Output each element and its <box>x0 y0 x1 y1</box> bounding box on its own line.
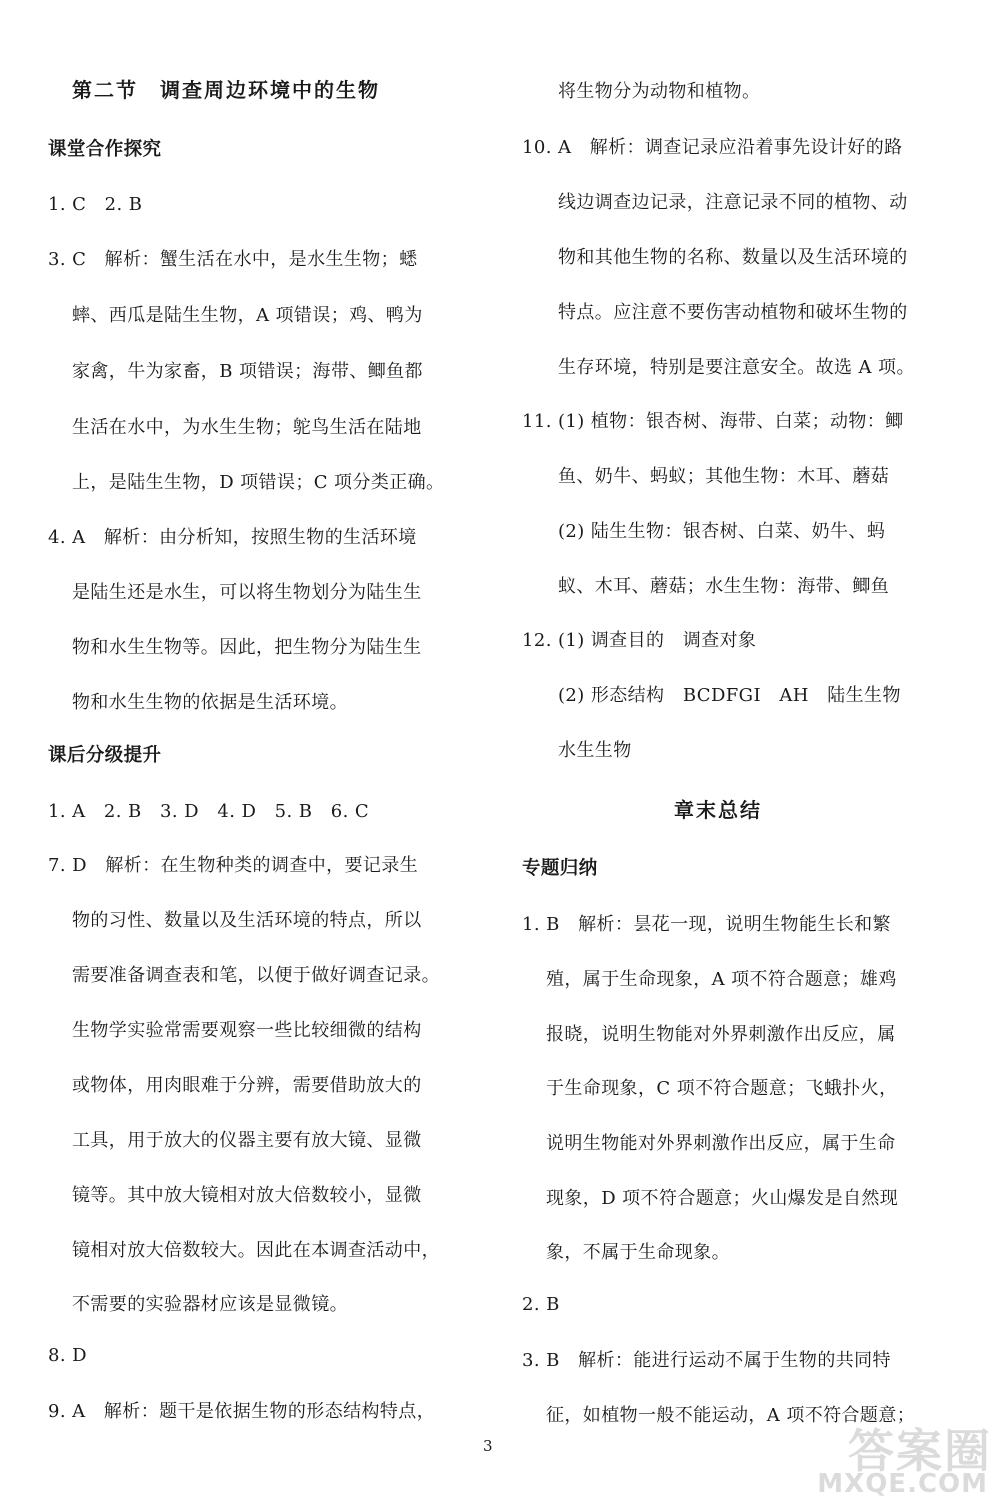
answer-line: 家禽，牛为家畜，B 项错误；海带、鲫鱼都 <box>72 361 423 382</box>
answer-line: 说明生物能对外界刺激作出反应，属于生命 <box>546 1133 896 1154</box>
answer-line: 报晓，说明生物能对外界刺激作出反应，属 <box>546 1024 896 1045</box>
answer-line: 现象，D 项不符合题意；火山爆发是自然现 <box>546 1188 899 1209</box>
answer-line: 蟀、西瓜是陆生生物，A 项错误；鸡、鸭为 <box>72 305 423 326</box>
answer-line: 12. (1) 调查目的 调查对象 <box>522 630 757 651</box>
heading-topic-summary: 专题归纳 <box>522 858 598 879</box>
answer-line: 1. A 2. B 3. D 4. D 5. B 6. C <box>48 801 370 822</box>
watermark-site-text: MXQE.COM <box>817 1469 988 1499</box>
watermark-logo-text: 答案圈 <box>848 1424 992 1478</box>
answer-line: 3. C 解析：蟹生活在水中，是水生生物；蟋 <box>48 249 418 270</box>
answer-line: 特点。应注意不要伤害动植物和破坏生物的 <box>558 302 908 323</box>
answer-line: 8. D <box>48 1345 87 1366</box>
answer-line: 生物学实验常需要观察一些比较细微的结构 <box>72 1020 422 1041</box>
answer-line: 上，是陆生生物，D 项错误；C 项分类正确。 <box>72 472 445 493</box>
answer-line: 工具，用于放大的仪器主要有放大镜、显微 <box>72 1130 422 1151</box>
answer-line: 将生物分为动物和植物。 <box>558 81 761 102</box>
answer-line: 线边调查边记录，注意记录不同的植物、动 <box>558 192 908 213</box>
page-number: 3 <box>483 1437 493 1455</box>
answer-line: 11. (1) 植物：银杏树、海带、白菜；动物：鲫 <box>522 411 904 432</box>
chapter-summary-title: 章末总结 <box>674 798 762 822</box>
answer-line: 蚁、木耳、蘑菇；水生生物：海带、鲫鱼 <box>558 576 890 597</box>
answer-line: 殖，属于生命现象，A 项不符合题意；雄鸡 <box>546 969 897 990</box>
answer-line: (2) 形态结构 BCDFGI AH 陆生生物 <box>558 685 901 706</box>
answer-line: 物和水生生物的依据是生活环境。 <box>72 692 348 713</box>
answer-line: 镜相对放大倍数较大。因此在本调查活动中， <box>72 1240 440 1261</box>
answer-line: 生活在水中，为水生生物；鸵鸟生活在陆地 <box>72 417 422 438</box>
answer-line: 3. B 解析：能进行运动不属于生物的共同特 <box>522 1350 891 1371</box>
answer-line: 不需要的实验器材应该是显微镜。 <box>72 1294 348 1315</box>
answer-line: 1. B 解析：昙花一现，说明生物能生长和繁 <box>522 914 891 935</box>
answer-line: 征，如植物一般不能运动，A 项不符合题意； <box>546 1405 916 1426</box>
answer-line: 于生命现象，C 项不符合题意；飞蛾扑火， <box>546 1078 898 1099</box>
answer-line: 生存环境，特别是要注意安全。故选 A 项。 <box>558 357 915 378</box>
heading-after-class: 课后分级提升 <box>48 745 162 766</box>
answer-line: 4. A 解析：由分析知，按照生物的生活环境 <box>48 527 417 548</box>
section-title: 第二节 调查周边环境中的生物 <box>72 78 380 102</box>
watermark <box>802 1415 992 1499</box>
answer-line: 鱼、奶牛、蚂蚁；其他生物：木耳、蘑菇 <box>558 466 890 487</box>
answer-line: 物的习性、数量以及生活环境的特点，所以 <box>72 910 422 931</box>
answer-line: 或物体，用肉眼难于分辨，需要借助放大的 <box>72 1075 422 1096</box>
answer-line: 1. C 2. B <box>48 194 143 215</box>
answer-line: 9. A 解析：题干是依据生物的形态结构特点， <box>48 1401 436 1422</box>
answer-line: 7. D 解析：在生物种类的调查中，要记录生 <box>48 855 419 876</box>
answer-line: (2) 陆生生物：银杏树、白菜、奶牛、蚂 <box>558 521 886 542</box>
answer-line: 水生生物 <box>558 740 632 761</box>
answer-line: 象，不属于生命现象。 <box>546 1242 730 1263</box>
answer-line: 物和水生生物等。因此，把生物分为陆生生 <box>72 637 422 658</box>
answer-line: 需要准备调查表和笔，以便于做好调查记录。 <box>72 965 440 986</box>
answer-line: 2. B <box>522 1294 560 1315</box>
answer-line: 是陆生还是水生，可以将生物划分为陆生生 <box>72 582 422 603</box>
answer-line: 物和其他生物的名称、数量以及生活环境的 <box>558 247 908 268</box>
answer-line: 10. A 解析：调查记录应沿着事先设计好的路 <box>522 137 903 158</box>
heading-classroom-inquiry: 课堂合作探究 <box>48 139 162 160</box>
answer-line: 镜等。其中放大镜相对放大倍数较小，显微 <box>72 1185 422 1206</box>
